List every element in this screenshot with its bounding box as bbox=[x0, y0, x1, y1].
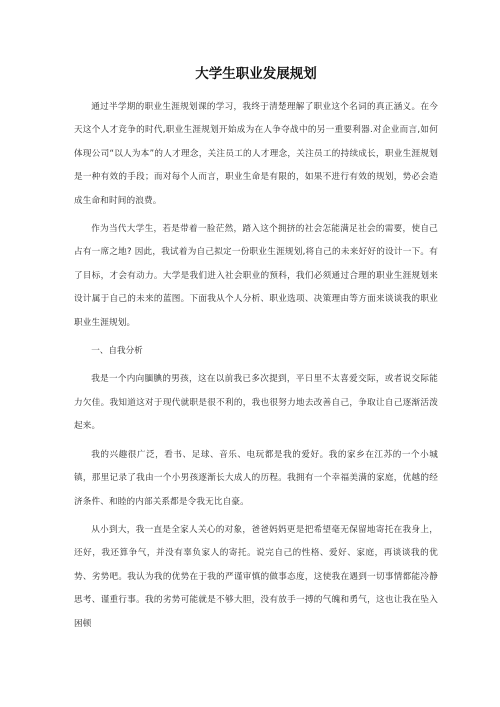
self-analysis-paragraph-3: 从小到大，我一直是全家人关心的对象，爸爸妈妈更是把希望毫无保留地寄托在我身上，还好，我还算争气，并没有辜负家人的寄托。说完自己的性格、爱好、家庭，再谈谈我的优势、劣势吧。我认为我的优势在于我的严谨审慎的做事态度，这使我在遇到一切事情都能冷静思考、谨重行事。我的劣势可能就是不够大胆，没有放手一搏的气魄和勇气，这也让我在坠入困顿 bbox=[74, 524, 438, 629]
self-analysis-paragraph-2: 我的兴趣很广泛，看书、足球、音乐、电玩都是我的爱好。我的家乡在江苏的一个小城镇，那里记录了我由一个小男孩逐渐长大成人的历程。我拥有一个幸福美满的家庭，优越的经济条件、和睦的内部关系都是令我无比自豪。 bbox=[74, 449, 438, 507]
section-heading-self-analysis: 一、自我分析 bbox=[91, 346, 143, 357]
intro-paragraph-1: 通过半学期的职业生涯规划课的学习，我终于清楚理解了职业这个名词的真正涵义。在今天这个人才竞争的时代,职业生涯规划开始成为在人争夺战中的另一重要利器.对企业而言,如何体现公司“以人为本”的人才理念，关注员工的人才理念，关注员工的持续成长，职业生涯规划是一种有效的手段；而对每个人而言，职业生命是有限的，如果不进行有效的规划，势必会造成生命和时间的浪费。 bbox=[74, 102, 438, 206]
self-analysis-paragraph-1: 我是一个内向腼腆的男孩，这在以前我已多次提到，平日里不太喜爱交际，或者说交际能力欠佳。我知道这对于现代就职是很不利的，我也很努力地去改善自己，争取让自己逐渐活泼起来。 bbox=[74, 374, 438, 432]
document-title: 大学生职业发展规划 bbox=[195, 66, 317, 82]
intro-paragraph-2: 作为当代大学生，若是带着一脸茫然，踏入这个拥挤的社会怎能满足社会的需要，使自己占有一席之地? 因此，我试着为自己拟定一份职业生涯规划,将自己的未来好好的设计一下。有了目标，才会有动力。大学是我们进入社会职业的预科，我们必须通过合理的职业生涯规划来设计属于自己的未来的蓝图。下面我从个人分析、职业选项、决策理由等方面来谈谈我的职业职业生涯规划。 bbox=[74, 224, 438, 328]
